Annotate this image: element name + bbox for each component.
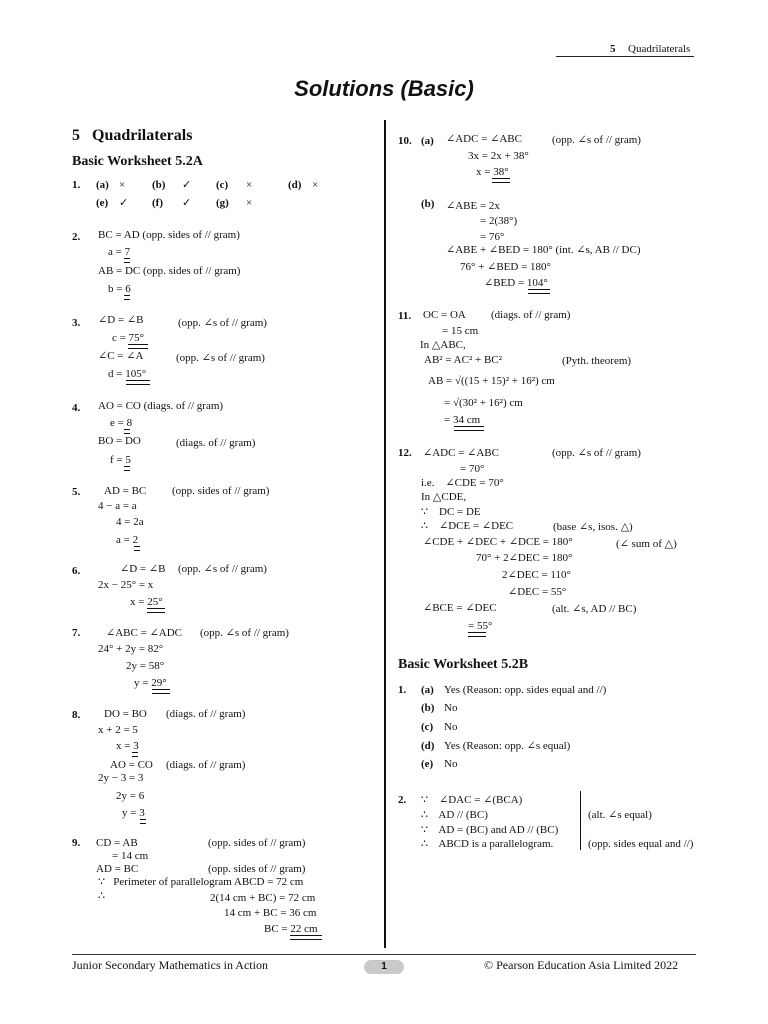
solution-line: AB = √((15 + 15)² + 16²) cm: [428, 375, 555, 387]
answer-underline: [124, 429, 130, 434]
solution-line: (alt. ∠s, AD // BC): [552, 603, 637, 615]
solution-line: ∴: [98, 890, 105, 902]
solution-line: ×: [246, 197, 253, 209]
solution-line: ∵ Perimeter of parallelogram ABCD = 72 cm: [98, 876, 304, 888]
solution-line: AD = BC: [104, 485, 147, 497]
solution-line: ∵ DC = DE: [421, 506, 481, 518]
solution-line: 5.: [72, 486, 81, 498]
solution-line: AD = BC: [96, 863, 139, 875]
solution-line: In △CDE,: [421, 491, 467, 503]
footer-rule: [72, 954, 696, 955]
header-chapter-title: Quadrilaterals: [628, 43, 691, 55]
solution-line: AB = DC (opp. sides of // gram): [98, 265, 241, 277]
solution-line: 24° + 2y = 82°: [98, 643, 164, 655]
solution-line: ∠ADC = ∠ABC: [446, 133, 522, 145]
solution-line: 10.: [398, 135, 412, 147]
answer-underline: [128, 344, 148, 349]
solution-line: CD = AB: [96, 837, 138, 849]
solution-line: ×: [119, 179, 126, 191]
solution-line: OC = OA: [423, 309, 466, 321]
solution-line: = 34 cm: [444, 414, 481, 426]
solution-line: (e): [96, 197, 109, 209]
solution-line: ∠D = ∠B: [98, 314, 144, 326]
solution-line: (b): [421, 702, 435, 714]
solution-line: (e): [421, 758, 434, 770]
solution-line: 70° + 2∠DEC = 180°: [476, 552, 573, 564]
solution-line: ∠D = ∠B: [120, 563, 166, 575]
answer-underline: [152, 689, 170, 694]
solution-line: Yes (Reason: opp. ∠s equal): [444, 740, 571, 752]
solution-line: (base ∠s, isos. △): [553, 521, 633, 533]
solution-line: a = 2: [116, 534, 139, 546]
solution-line: (opp. ∠s of // gram): [178, 317, 267, 329]
solution-line: 4 − a = a: [98, 500, 137, 512]
solution-line: AO = CO (diags. of // gram): [98, 400, 224, 412]
solution-line: No: [444, 702, 458, 714]
footer-book-title: Junior Secondary Mathematics in Action: [72, 958, 268, 972]
solution-line: (opp. sides of // gram): [208, 863, 306, 875]
solution-line: 1.: [398, 684, 407, 696]
solution-line: (Pyth. theorem): [562, 355, 632, 367]
solution-line: BC = AD (opp. sides of // gram): [98, 229, 240, 241]
solution-line: ✓: [182, 179, 192, 191]
answer-underline: [528, 289, 550, 294]
solution-line: (diags. of // gram): [166, 708, 246, 720]
answer-underline: [124, 258, 130, 263]
solution-line: 2y = 58°: [126, 660, 165, 672]
solution-line: 3.: [72, 317, 81, 329]
solution-line: 4 = 2a: [116, 516, 144, 528]
solution-line: ∠ABC = ∠ADC: [106, 627, 182, 639]
solution-line: 2(14 cm + BC) = 72 cm: [210, 892, 316, 904]
solution-line: b = 6: [108, 283, 131, 295]
solution-line: = 14 cm: [112, 850, 149, 862]
solution-line: In △ABC,: [420, 339, 466, 351]
answer-underline: [468, 632, 486, 637]
answer-underline: [492, 178, 510, 183]
solution-line: x + 2 = 5: [98, 724, 138, 736]
solution-line: (c): [216, 179, 229, 191]
solution-line: ∵ ∠DAC = ∠(BCA): [421, 794, 523, 806]
solution-line: ∠ABE = 2x: [446, 200, 500, 212]
solution-line: ✓: [119, 197, 129, 209]
reason-divider: [580, 791, 581, 850]
solution-line: d = 105°: [108, 368, 147, 380]
solution-line: 11.: [398, 310, 412, 322]
answer-underline: [134, 546, 140, 551]
solution-line: BC = 22 cm: [264, 923, 318, 935]
answer-underline: [290, 935, 322, 940]
solution-line: (c): [421, 721, 434, 733]
solution-line: c = 75°: [112, 332, 144, 344]
solution-line: = 2(38°): [480, 215, 518, 227]
solution-line: (opp. ∠s of // gram): [552, 134, 641, 146]
solution-line: ∴ ∠DCE = ∠DEC: [421, 520, 514, 532]
solution-line: (diags. of // gram): [176, 437, 256, 449]
solution-line: (opp. ∠s of // gram): [200, 627, 289, 639]
solution-line: Yes (Reason: opp. sides equal and //): [444, 684, 607, 696]
solution-line: 2y − 3 = 3: [98, 772, 144, 784]
solution-line: = 76°: [480, 231, 505, 243]
footer-copyright: © Pearson Education Asia Limited 2022: [484, 958, 679, 972]
solution-line: (b): [152, 179, 166, 191]
chapter-heading: 5 Quadrilaterals: [72, 127, 193, 144]
column-divider: [384, 120, 386, 948]
solution-line: i.e. ∠CDE = 70°: [421, 477, 504, 489]
solution-line: ∠ABE + ∠BED = 180° (int. ∠s, AB // DC): [446, 244, 641, 256]
solution-line: x = 38°: [476, 166, 509, 178]
solution-line: 6.: [72, 565, 81, 577]
solution-line: a = 7: [108, 246, 131, 258]
answer-underline: [124, 295, 130, 300]
solution-line: 12.: [398, 447, 412, 459]
solution-line: (diags. of // gram): [166, 759, 246, 771]
page-title: Solutions (Basic): [294, 76, 474, 101]
answer-underline: [147, 608, 165, 613]
solution-line: DO = BO: [104, 708, 147, 720]
solution-line: (a): [421, 135, 434, 147]
solution-line: 8.: [72, 709, 81, 721]
answer-underline: [126, 380, 150, 385]
solution-line: = 70°: [460, 463, 485, 475]
solution-line: (opp. ∠s of // gram): [178, 563, 267, 575]
solution-line: ∠DEC = 55°: [508, 586, 567, 598]
solution-line: 3x = 2x + 38°: [468, 150, 529, 162]
solution-line: ×: [312, 179, 319, 191]
solution-line: e = 8: [110, 417, 133, 429]
solution-line: 14 cm + BC = 36 cm: [224, 907, 317, 919]
solution-line: 2.: [398, 794, 407, 806]
solution-line: 2.: [72, 231, 81, 243]
solution-line: (g): [216, 197, 229, 209]
solution-line: (opp. sides equal and //): [588, 838, 694, 850]
solution-line: 2x − 25° = x: [98, 579, 154, 591]
solution-line: = 15 cm: [442, 325, 479, 337]
solution-line: AO = CO: [110, 759, 153, 771]
solution-line: 76° + ∠BED = 180°: [460, 261, 551, 273]
solution-line: x = 3: [116, 740, 139, 752]
solution-line: (opp. sides of // gram): [208, 837, 306, 849]
solution-line: (a): [421, 684, 434, 696]
solution-line: y = 3: [122, 807, 145, 819]
page-number: 1: [364, 960, 404, 974]
worksheet-heading-5-2a: Basic Worksheet 5.2A: [72, 154, 203, 169]
solution-line: ∠BED = 104°: [484, 277, 548, 289]
solution-line: x = 25°: [130, 596, 163, 608]
solution-line: y = 29°: [134, 677, 167, 689]
solution-line: ∴ AD // (BC): [421, 809, 488, 821]
solution-line: (∠ sum of △): [616, 538, 677, 550]
solution-line: (d): [288, 179, 302, 191]
solution-line: (opp. sides of // gram): [172, 485, 270, 497]
solution-line: 2y = 6: [116, 790, 145, 802]
solution-line: (b): [421, 198, 435, 210]
solution-line: = 55°: [468, 620, 493, 632]
solution-line: 1.: [72, 179, 81, 191]
solution-line: = √(30² + 16²) cm: [444, 397, 523, 409]
solution-line: ∠C = ∠A: [98, 350, 144, 362]
solution-line: (a): [96, 179, 109, 191]
header-rule: [556, 56, 694, 57]
solution-line: 4.: [72, 402, 81, 414]
solution-line: (f): [152, 197, 163, 209]
solution-line: ∴ ABCD is a parallelogram.: [421, 838, 554, 850]
solution-line: AB² = AC² + BC²: [424, 354, 502, 366]
solution-line: No: [444, 758, 458, 770]
worksheet-heading-5-2b: Basic Worksheet 5.2B: [398, 657, 529, 672]
header-chapter-num: 5: [610, 43, 616, 55]
answer-underline: [132, 752, 138, 757]
solution-line: (diags. of // gram): [491, 309, 571, 321]
solution-line: ∠BCE = ∠DEC: [423, 602, 497, 614]
solution-line: ∠ADC = ∠ABC: [423, 447, 499, 459]
solution-line: 2∠DEC = 110°: [502, 569, 571, 581]
solution-line: (opp. ∠s of // gram): [176, 352, 265, 364]
answer-underline: [454, 426, 484, 431]
solution-line: No: [444, 721, 458, 733]
answer-underline: [124, 466, 130, 471]
solution-line: 9.: [72, 837, 81, 849]
solution-line: ✓: [182, 197, 192, 209]
answer-underline: [140, 819, 146, 824]
solution-line: (d): [421, 740, 435, 752]
solution-line: ∵ AD = (BC) and AD // (BC): [421, 824, 559, 836]
solution-line: (alt. ∠s equal): [588, 809, 652, 821]
solution-line: ∠CDE + ∠DEC + ∠DCE = 180°: [423, 536, 573, 548]
solution-line: BO = DO: [98, 435, 141, 447]
solution-line: 7.: [72, 627, 81, 639]
solution-line: ×: [246, 179, 253, 191]
solution-line: f = 5: [110, 454, 131, 466]
solution-line: (opp. ∠s of // gram): [552, 447, 641, 459]
